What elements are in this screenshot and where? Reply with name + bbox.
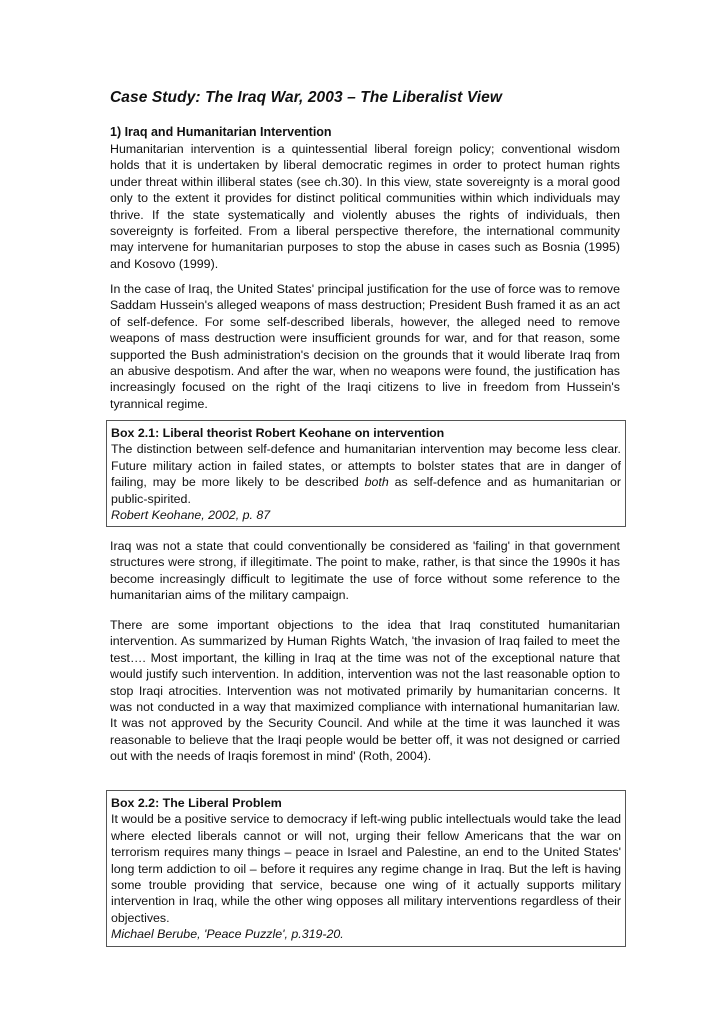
box-keohane <box>106 420 626 527</box>
paragraph-failing-state: Iraq was not a state that could conventionally be considered as 'failing' in that government structures were strong, if illegitimate. The point to make, rather, is that since the 1990s it has become increasingly difficult to legitimate the use of force without some reference to the humanitarian aims of the military campaign. <box>110 539 620 603</box>
section-heading: 1) Iraq and Humanitarian Intervention <box>110 125 332 139</box>
box-keohane-text-after: as self-defence and as humanitarian or public-spirited. <box>111 475 621 506</box>
box-keohane-citation: Robert Keohane, 2002, p. 87 <box>111 508 271 523</box>
page-title: Case Study: The Iraq War, 2003 – The Liberalist View <box>110 89 502 106</box>
box-keohane-text-emphasis: both <box>364 475 389 490</box>
box-keohane-text-before: The distinction between self-defence and humanitarian intervention may become less clear. Future military action in failed states, or attempts to bolster states that are in danger of failing, may be more likely to be described <box>111 442 621 490</box>
box-keohane-title: Box 2.1: Liberal theorist Robert Keohane on intervention <box>111 426 445 440</box>
box-liberal-problem-title: Box 2.2: The Liberal Problem <box>111 796 282 810</box>
paragraph-humanitarian-intervention: Humanitarian intervention is a quintessential liberal foreign policy; conventional wisdom holds that it is undertaken by liberal democratic regimes in order to protect human rights under threat within illiberal states (see ch.30). In this view, state sovereignty is a moral good only to the extent it provides for distinct political communities within which individuals may thrive. If the state systematically and violently abuses the rights of individuals, then sovereignty is forfeited. From a liberal perspective therefore, the international community may intervene for humanitarian purposes to stop the abuse in cases such as Bosnia (1995) and Kosovo (1999). <box>110 142 620 271</box>
box-liberal-problem <box>106 790 626 947</box>
box-keohane-text <box>111 441 621 507</box>
box-liberal-problem-text: It would be a positive service to democracy if left-wing public intellectuals would take the lead where elected liberals cannot or will not, urging their fellow Americans that the war on terrorism requires many things – peace in Israel and Palestine, an end to the United States' long term addiction to oil – before it requires any regime change in Iraq. But the left is having some trouble providing that service, because one wing of it actually supports military intervention in Iraq, while the other wing opposes all military interventions regardless of their objectives. <box>111 812 621 925</box>
paragraph-iraq-case: In the case of Iraq, the United States' principal justification for the use of force was to remove Saddam Hussein's alleged weapons of mass destruction; President Bush framed it as an act of self-defence. For some self-described liberals, however, the alleged need to remove weapons of mass destruction were insufficient grounds for war, and for that reason, some supported the Bush administration's decision on the grounds that it would liberate Iraq from an abusive despotism. And after the war, when no weapons were found, the justification has increasingly focused on the right of the Iraqi citizens to live in freedom from Hussein's tyrannical regime. <box>110 282 620 411</box>
paragraph-objections: There are some important objections to the idea that Iraq constituted humanitarian intervention. As summarized by Human Rights Watch, 'the invasion of Iraq failed to meet the test…. Most important, the killing in Iraq at the time was not of the exceptional nature that would justify such intervention. In addition, intervention was not the last reasonable option to stop Iraqi atrocities. Intervention was not motivated primarily by humanitarian concerns. It was not conducted in a way that maximized compliance with international humanitarian law. It was not approved by the Security Council. And while at the time it was launched it was reasonable to believe that the Iraqi people would be better off, it was not designed or carried out with the needs of Iraqis foremost in mind' (Roth, 2004). <box>110 618 620 764</box>
box-liberal-problem-citation: Michael Berube, 'Peace Puzzle', p.319-20. <box>111 927 344 942</box>
